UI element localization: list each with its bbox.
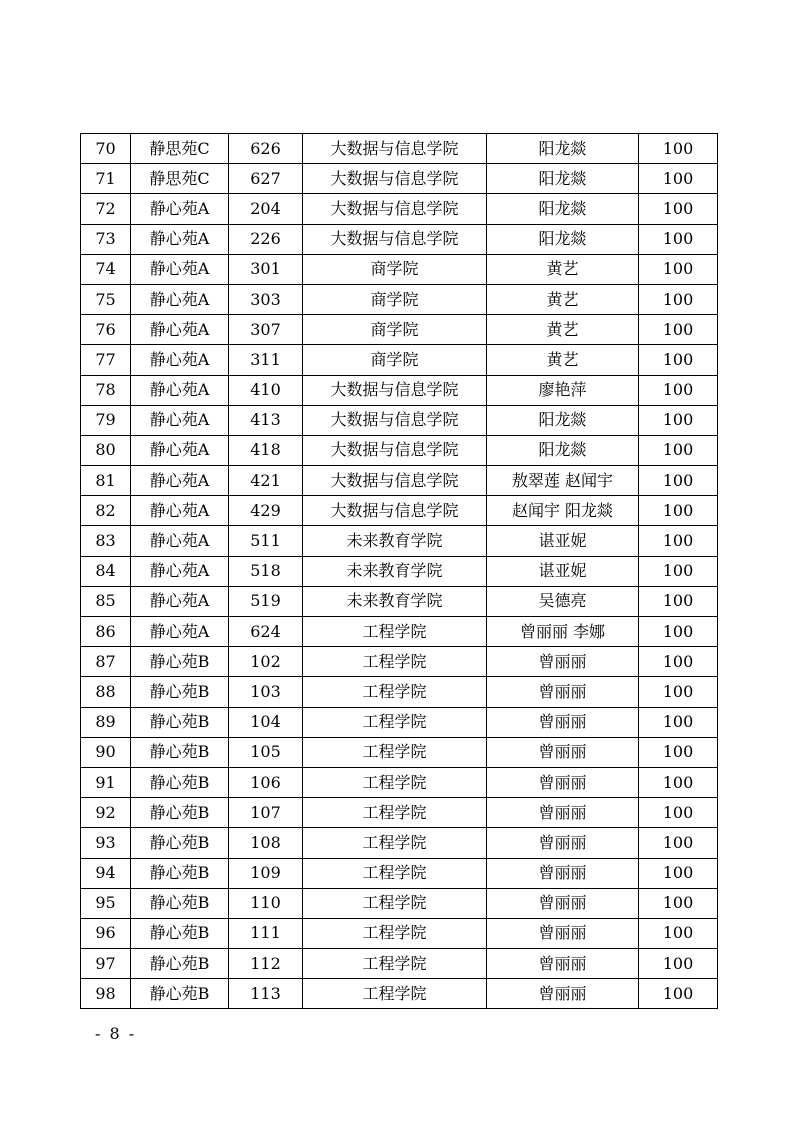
room-cell: 106 (229, 767, 303, 797)
seq-number-cell: 88 (81, 677, 131, 707)
room-cell: 410 (229, 375, 303, 405)
college-cell: 工程学院 (303, 737, 487, 767)
counselor-cell: 黄艺 (487, 254, 639, 284)
room-cell: 311 (229, 345, 303, 375)
seq-number-cell: 71 (81, 164, 131, 194)
building-cell: 静心苑A (131, 556, 229, 586)
counselor-cell: 曾丽丽 (487, 677, 639, 707)
score-cell: 100 (639, 405, 718, 435)
table-row (81, 949, 718, 979)
table-row (81, 677, 718, 707)
seq-number-cell: 92 (81, 798, 131, 828)
seq-number-cell: 82 (81, 496, 131, 526)
counselor-cell: 谌亚妮 (487, 526, 639, 556)
room-cell: 519 (229, 586, 303, 616)
counselor-cell: 廖艳萍 (487, 375, 639, 405)
room-cell: 204 (229, 194, 303, 224)
room-cell: 112 (229, 949, 303, 979)
counselor-cell: 敖翠莲 赵闻宇 (487, 466, 639, 496)
room-cell: 627 (229, 164, 303, 194)
building-cell: 静心苑B (131, 888, 229, 918)
room-cell: 105 (229, 737, 303, 767)
college-cell: 大数据与信息学院 (303, 375, 487, 405)
table-row (81, 526, 718, 556)
table-row (81, 918, 718, 948)
room-cell: 108 (229, 828, 303, 858)
table-row (81, 617, 718, 647)
building-cell: 静心苑B (131, 707, 229, 737)
dormitory-score-table (80, 133, 718, 1009)
score-cell: 100 (639, 254, 718, 284)
table-row (81, 405, 718, 435)
table-row (81, 435, 718, 465)
score-cell: 100 (639, 737, 718, 767)
building-cell: 静心苑B (131, 798, 229, 828)
score-cell: 100 (639, 345, 718, 375)
building-cell: 静心苑A (131, 284, 229, 314)
counselor-cell: 曾丽丽 (487, 828, 639, 858)
room-cell: 307 (229, 315, 303, 345)
seq-number-cell: 77 (81, 345, 131, 375)
building-cell: 静心苑A (131, 375, 229, 405)
seq-number-cell: 95 (81, 888, 131, 918)
counselor-cell: 阳龙燚 (487, 194, 639, 224)
seq-number-cell: 89 (81, 707, 131, 737)
seq-number-cell: 74 (81, 254, 131, 284)
building-cell: 静心苑B (131, 858, 229, 888)
score-cell: 100 (639, 586, 718, 616)
score-cell: 100 (639, 164, 718, 194)
room-cell: 518 (229, 556, 303, 586)
building-cell: 静心苑A (131, 435, 229, 465)
table-row (81, 496, 718, 526)
counselor-cell: 曾丽丽 (487, 647, 639, 677)
seq-number-cell: 91 (81, 767, 131, 797)
counselor-cell: 曾丽丽 (487, 888, 639, 918)
counselor-cell: 阳龙燚 (487, 224, 639, 254)
seq-number-cell: 98 (81, 979, 131, 1009)
counselor-cell: 阳龙燚 (487, 164, 639, 194)
college-cell: 工程学院 (303, 979, 487, 1009)
table-row (81, 767, 718, 797)
room-cell: 301 (229, 254, 303, 284)
seq-number-cell: 70 (81, 134, 131, 164)
seq-number-cell: 76 (81, 315, 131, 345)
building-cell: 静心苑B (131, 918, 229, 948)
college-cell: 大数据与信息学院 (303, 194, 487, 224)
college-cell: 工程学院 (303, 918, 487, 948)
building-cell: 静心苑A (131, 315, 229, 345)
college-cell: 工程学院 (303, 707, 487, 737)
room-cell: 226 (229, 224, 303, 254)
college-cell: 工程学院 (303, 647, 487, 677)
building-cell: 静心苑A (131, 466, 229, 496)
table-row (81, 707, 718, 737)
seq-number-cell: 85 (81, 586, 131, 616)
table-row (81, 254, 718, 284)
table-row (81, 224, 718, 254)
table-row (81, 345, 718, 375)
table-row (81, 858, 718, 888)
seq-number-cell: 84 (81, 556, 131, 586)
counselor-cell: 曾丽丽 (487, 858, 639, 888)
counselor-cell: 阳龙燚 (487, 435, 639, 465)
room-cell: 113 (229, 979, 303, 1009)
room-cell: 102 (229, 647, 303, 677)
room-cell: 413 (229, 405, 303, 435)
seq-number-cell: 73 (81, 224, 131, 254)
page-number: - 8 - (95, 1024, 137, 1043)
building-cell: 静思苑C (131, 164, 229, 194)
counselor-cell: 曾丽丽 (487, 949, 639, 979)
counselor-cell: 吴德亮 (487, 586, 639, 616)
score-cell: 100 (639, 466, 718, 496)
score-cell: 100 (639, 284, 718, 314)
counselor-cell: 赵闻宇 阳龙燚 (487, 496, 639, 526)
counselor-cell: 曾丽丽 (487, 918, 639, 948)
score-cell: 100 (639, 767, 718, 797)
seq-number-cell: 78 (81, 375, 131, 405)
college-cell: 大数据与信息学院 (303, 224, 487, 254)
table-row (81, 798, 718, 828)
college-cell: 工程学院 (303, 949, 487, 979)
college-cell: 工程学院 (303, 617, 487, 647)
college-cell: 大数据与信息学院 (303, 435, 487, 465)
seq-number-cell: 96 (81, 918, 131, 948)
score-cell: 100 (639, 647, 718, 677)
college-cell: 大数据与信息学院 (303, 496, 487, 526)
room-cell: 107 (229, 798, 303, 828)
score-cell: 100 (639, 375, 718, 405)
seq-number-cell: 80 (81, 435, 131, 465)
score-cell: 100 (639, 949, 718, 979)
counselor-cell: 黄艺 (487, 284, 639, 314)
score-cell: 100 (639, 194, 718, 224)
college-cell: 商学院 (303, 284, 487, 314)
room-cell: 421 (229, 466, 303, 496)
score-cell: 100 (639, 556, 718, 586)
room-cell: 429 (229, 496, 303, 526)
building-cell: 静心苑A (131, 617, 229, 647)
room-cell: 626 (229, 134, 303, 164)
college-cell: 工程学院 (303, 828, 487, 858)
room-cell: 110 (229, 888, 303, 918)
seq-number-cell: 87 (81, 647, 131, 677)
college-cell: 工程学院 (303, 798, 487, 828)
building-cell: 静心苑B (131, 828, 229, 858)
building-cell: 静心苑A (131, 526, 229, 556)
college-cell: 商学院 (303, 254, 487, 284)
table-row (81, 556, 718, 586)
score-cell: 100 (639, 798, 718, 828)
seq-number-cell: 93 (81, 828, 131, 858)
building-cell: 静心苑A (131, 496, 229, 526)
counselor-cell: 黄艺 (487, 315, 639, 345)
table-row (81, 737, 718, 767)
building-cell: 静心苑B (131, 767, 229, 797)
counselor-cell: 曾丽丽 (487, 798, 639, 828)
building-cell: 静心苑A (131, 224, 229, 254)
counselor-cell: 曾丽丽 (487, 767, 639, 797)
room-cell: 418 (229, 435, 303, 465)
college-cell: 大数据与信息学院 (303, 164, 487, 194)
building-cell: 静心苑B (131, 737, 229, 767)
college-cell: 未来教育学院 (303, 586, 487, 616)
table-row (81, 375, 718, 405)
room-cell: 109 (229, 858, 303, 888)
college-cell: 未来教育学院 (303, 556, 487, 586)
college-cell: 未来教育学院 (303, 526, 487, 556)
table-row (81, 586, 718, 616)
table-row (81, 284, 718, 314)
table-row (81, 647, 718, 677)
counselor-cell: 曾丽丽 (487, 979, 639, 1009)
seq-number-cell: 97 (81, 949, 131, 979)
college-cell: 工程学院 (303, 858, 487, 888)
college-cell: 工程学院 (303, 677, 487, 707)
college-cell: 工程学院 (303, 767, 487, 797)
college-cell: 大数据与信息学院 (303, 405, 487, 435)
building-cell: 静心苑B (131, 677, 229, 707)
seq-number-cell: 81 (81, 466, 131, 496)
seq-number-cell: 72 (81, 194, 131, 224)
seq-number-cell: 79 (81, 405, 131, 435)
college-cell: 商学院 (303, 315, 487, 345)
room-cell: 103 (229, 677, 303, 707)
score-cell: 100 (639, 858, 718, 888)
table-row (81, 466, 718, 496)
score-cell: 100 (639, 496, 718, 526)
college-cell: 大数据与信息学院 (303, 134, 487, 164)
building-cell: 静心苑B (131, 949, 229, 979)
counselor-cell: 曾丽丽 (487, 737, 639, 767)
table-row (81, 194, 718, 224)
college-cell: 大数据与信息学院 (303, 466, 487, 496)
score-cell: 100 (639, 707, 718, 737)
building-cell: 静心苑A (131, 405, 229, 435)
table-row (81, 315, 718, 345)
building-cell: 静心苑A (131, 586, 229, 616)
counselor-cell: 黄艺 (487, 345, 639, 375)
counselor-cell: 阳龙燚 (487, 134, 639, 164)
table-row (81, 828, 718, 858)
building-cell: 静心苑A (131, 194, 229, 224)
building-cell: 静心苑A (131, 254, 229, 284)
building-cell: 静思苑C (131, 134, 229, 164)
seq-number-cell: 86 (81, 617, 131, 647)
score-cell: 100 (639, 918, 718, 948)
seq-number-cell: 83 (81, 526, 131, 556)
table-row (81, 979, 718, 1009)
seq-number-cell: 75 (81, 284, 131, 314)
table-row (81, 888, 718, 918)
counselor-cell: 谌亚妮 (487, 556, 639, 586)
college-cell: 商学院 (303, 345, 487, 375)
score-cell: 100 (639, 435, 718, 465)
room-cell: 303 (229, 284, 303, 314)
college-cell: 工程学院 (303, 888, 487, 918)
room-cell: 111 (229, 918, 303, 948)
room-cell: 624 (229, 617, 303, 647)
table-body (81, 134, 718, 1009)
score-cell: 100 (639, 224, 718, 254)
score-cell: 100 (639, 617, 718, 647)
room-cell: 104 (229, 707, 303, 737)
counselor-cell: 曾丽丽 (487, 707, 639, 737)
seq-number-cell: 94 (81, 858, 131, 888)
counselor-cell: 阳龙燚 (487, 405, 639, 435)
score-cell: 100 (639, 828, 718, 858)
score-cell: 100 (639, 979, 718, 1009)
table-row (81, 134, 718, 164)
score-cell: 100 (639, 134, 718, 164)
building-cell: 静心苑A (131, 345, 229, 375)
room-cell: 511 (229, 526, 303, 556)
counselor-cell: 曾丽丽 李娜 (487, 617, 639, 647)
seq-number-cell: 90 (81, 737, 131, 767)
score-cell: 100 (639, 526, 718, 556)
score-cell: 100 (639, 677, 718, 707)
score-cell: 100 (639, 315, 718, 345)
building-cell: 静心苑B (131, 647, 229, 677)
table-row (81, 164, 718, 194)
score-cell: 100 (639, 888, 718, 918)
building-cell: 静心苑B (131, 979, 229, 1009)
